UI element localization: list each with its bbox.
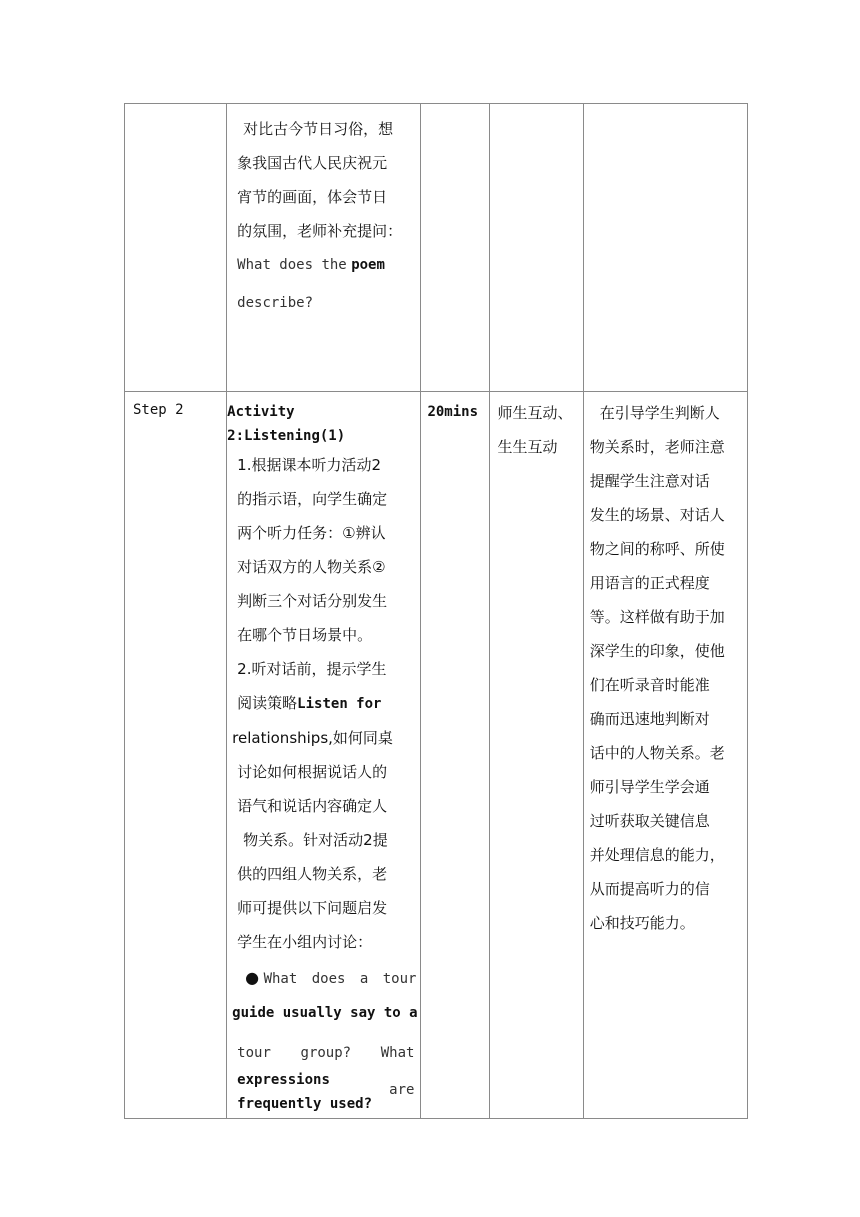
question-text: describe? [237,295,314,311]
activity-text-line: 学生在小组内讨论： [237,933,373,951]
step-cell-empty [125,104,227,392]
question-word: What [380,1045,415,1061]
mode-cell-empty [489,104,583,392]
activity-text-line: 对话双方的人物关系② [237,558,386,576]
strategy-name: Listen for [297,696,382,712]
question-word: group? [300,1045,352,1061]
purpose-line: 深学生的印象，使他 [589,642,725,660]
activity-text-line: 语气和说话内容确定人 [237,797,388,815]
purpose-line: 在引导学生判断人 [599,404,720,422]
question-text: What does a tour [263,971,417,987]
step-label: Step 2 [133,402,184,418]
activity-text-line: 供的四组人物关系，老 [237,865,388,883]
purpose-cell [583,392,747,1119]
purpose-line: 物关系时，老师注意 [589,438,725,456]
activity-text-line: 的指示语，向学生确定 [237,490,388,508]
activity-text-line: 两个听力任务：①辨认 [237,524,386,542]
strategy-label: 阅读策略 [237,694,298,712]
time-cell-empty [421,104,489,392]
question-line [227,996,420,1030]
lesson-plan-table [124,103,748,1119]
question-text: guide usually say to a [232,1005,418,1021]
question-text: What does the [237,257,347,273]
question-line [237,248,420,282]
table-row [125,104,748,392]
question-line [227,1036,420,1070]
purpose-line: 发生的场景、对话人 [589,506,725,524]
purpose-line: 提醒学生注意对话 [589,472,710,490]
time-value: 20mins [427,404,479,420]
purpose-line: 从而提高听力的信 [589,880,710,898]
purpose-line: 过听获取关键信息 [589,812,710,830]
purpose-line: 师引导学生学会通 [589,778,710,796]
question-line [227,961,420,996]
activity-text-line: 1.根据课本听力活动2 [237,456,382,474]
question-word: expressions [237,1072,330,1088]
purpose-line: 确而迅速地判断对 [589,710,710,728]
activity-cell [227,392,421,1119]
purpose-line: 心和技巧能力。 [589,914,695,932]
activity-text-line: 物关系。针对活动2提 [243,831,388,849]
question-word: tour [237,1045,271,1061]
activity-text-line: 对比古今节日习俗，想 [243,120,394,138]
bullet-icon: ● [245,968,260,987]
question-keyword: poem [351,257,385,273]
mode-line: 师生互动、 [497,404,573,422]
question-line: frequently used? [237,1096,373,1112]
mode-cell [489,392,583,1119]
activity-text-line [237,686,420,721]
activity-text-line: 师可提供以下问题启发 [237,899,388,917]
activity-text-line: 讨论如何根据说话人的 [237,763,388,781]
purpose-line: 用语言的正式程度 [589,574,710,592]
activity-text-line: 2.听对话前，提示学生 [237,660,387,678]
activity-text-line: relationships,如何同桌 [232,729,393,747]
step-cell [125,392,227,1119]
purpose-line: 物之间的称呼、所使 [589,540,725,558]
purpose-line: 们在听录音时能准 [589,676,710,694]
purpose-line: 并处理信息的能力， [589,846,725,864]
purpose-cell-empty [583,104,747,392]
activity-text-line: 判断三个对话分别发生 [237,592,388,610]
activity-text-line: 在哪个节日场景中。 [237,626,373,644]
activity-text-line: 宵节的画面，体会节日 [237,188,388,206]
question-line [237,286,420,320]
activity-cell [227,104,421,392]
question-line [227,1070,420,1098]
mode-line: 生生互动 [497,438,558,456]
time-cell [421,392,489,1119]
question-word: are [389,1082,415,1098]
table-row [125,392,748,1119]
activity-text-line: 的氛围，老师补充提问： [237,222,403,240]
activity-title: Activity 2:Listening(1) [227,404,346,444]
purpose-line: 话中的人物关系。老 [589,744,725,762]
activity-text-line: 象我国古代人民庆祝元 [237,154,388,172]
purpose-line: 等。这样做有助于加 [589,608,725,626]
